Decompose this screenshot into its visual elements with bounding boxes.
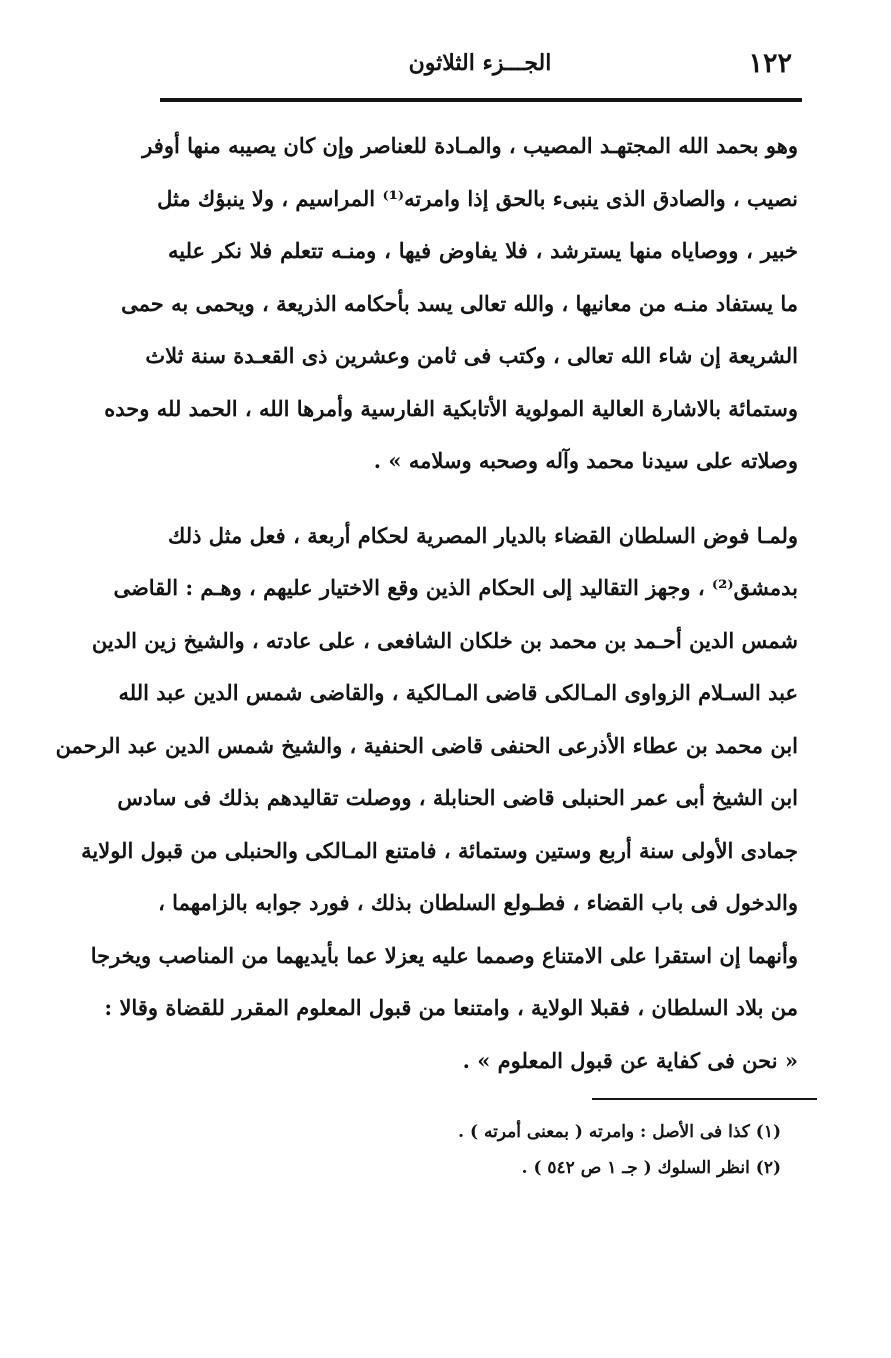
text-line: ابن محمد بن عطاء الأذرعى الحنفى قاضى الحنفية ، والشيخ شمس الدين عبد الرحمن (55, 732, 798, 758)
paragraph-1 (104, 120, 798, 488)
text-line: عبد السـلام الزواوى المـالكى قاضى المـالكية ، والقاضى شمس الدين عبد الله (118, 680, 798, 705)
text-line: « نحن فى كفاية عن قبول المعلوم » . (462, 1047, 798, 1073)
paragraph-2 (55, 510, 798, 1088)
footnote-rule (592, 1098, 817, 1100)
text-line: ولمـا فوض السلطان القضاء بالديار المصرية لحكام أربعة ، فعل مثل ذلك (168, 522, 798, 548)
text-line: وأنهما إن استقرا على الامتناع وصمما عليه يعزلا عما بأيديهما من المناصب ويخرجا (90, 942, 798, 968)
text-line: من بلاد السلطان ، فقبلا الولاية ، وامتنعا من قبول المعلوم المقرر للقضاة وقالا : (104, 995, 798, 1020)
text-line: نصيب ، والصادق الذى ينبىء بالحق إذا وامرته⁽¹⁾ المراسيم ، ولا ينبؤك مثل (157, 185, 798, 211)
text-line: الشريعة إن شاء الله تعالى ، وكتب فى ثامن وعشرين ذى القعـدة سنة ثلاث (145, 343, 798, 368)
footnote-1: (١) كذا فى الأصل : وامرته ( بمعنى أمرته ) . (458, 1122, 781, 1142)
body-text (55, 120, 798, 1087)
footnote-2: (٢) انظر السلوك ( جـ ١ ص ٥٤٢ ) . (521, 1158, 781, 1178)
page-header (160, 46, 800, 90)
text-line: شمس الدين أحـمد بن محمد بن خلكان الشافعى ، على عادته ، والشيخ زين الدين (91, 627, 798, 653)
page-number: ١٢٢ (748, 48, 792, 79)
footnotes (361, 1114, 781, 1186)
text-line: ما يستفاد منـه من معانيها ، والله تعالى يسد بأحكامه الذريعة ، ويحمى به حمى (121, 290, 798, 316)
running-title: الجـــزء الثلاثون (408, 50, 552, 76)
text-line: ابن الشيخ أبى عمر الحنبلى قاضى الحنابلة ، ووصلت تقاليدهم بذلك فى سادس (117, 785, 798, 810)
text-line: والدخول فى باب القضاء ، فطـولع السلطان بذلك ، فورد جوابه بالزامهما ، (158, 890, 798, 915)
paragraph-gap (168, 488, 798, 510)
text-line: وستمائة بالاشارة العالية المولوية الأتابكية الفارسية وأمرها الله ، الحمد لله وحده (104, 395, 798, 421)
text-line: وصلاته على سيدنا محمد وآله وصحبه وسلامه » . (373, 448, 798, 473)
text-line: خبير ، ووصاياه منها يسترشد ، فلا يفاوض فيها ، ومنـه تتعلم فلا نكر عليه (168, 238, 798, 263)
text-line: بدمشق⁽²⁾ ، وجهز التقاليد إلى الحكام الذين وقع الاختيار عليهم ، وهـم : القاضى (113, 575, 798, 600)
text-line: وهو بحمد الله المجتهـد المصيب ، والمـادة للعناصر وإن كان يصيبه منها أوفر (142, 133, 798, 158)
text-line: جمادى الأولى سنة أربع وستين وستمائة ، فامتنع المـالكى والحنبلى من قبول الولاية (81, 837, 798, 863)
header-rule (160, 98, 802, 102)
